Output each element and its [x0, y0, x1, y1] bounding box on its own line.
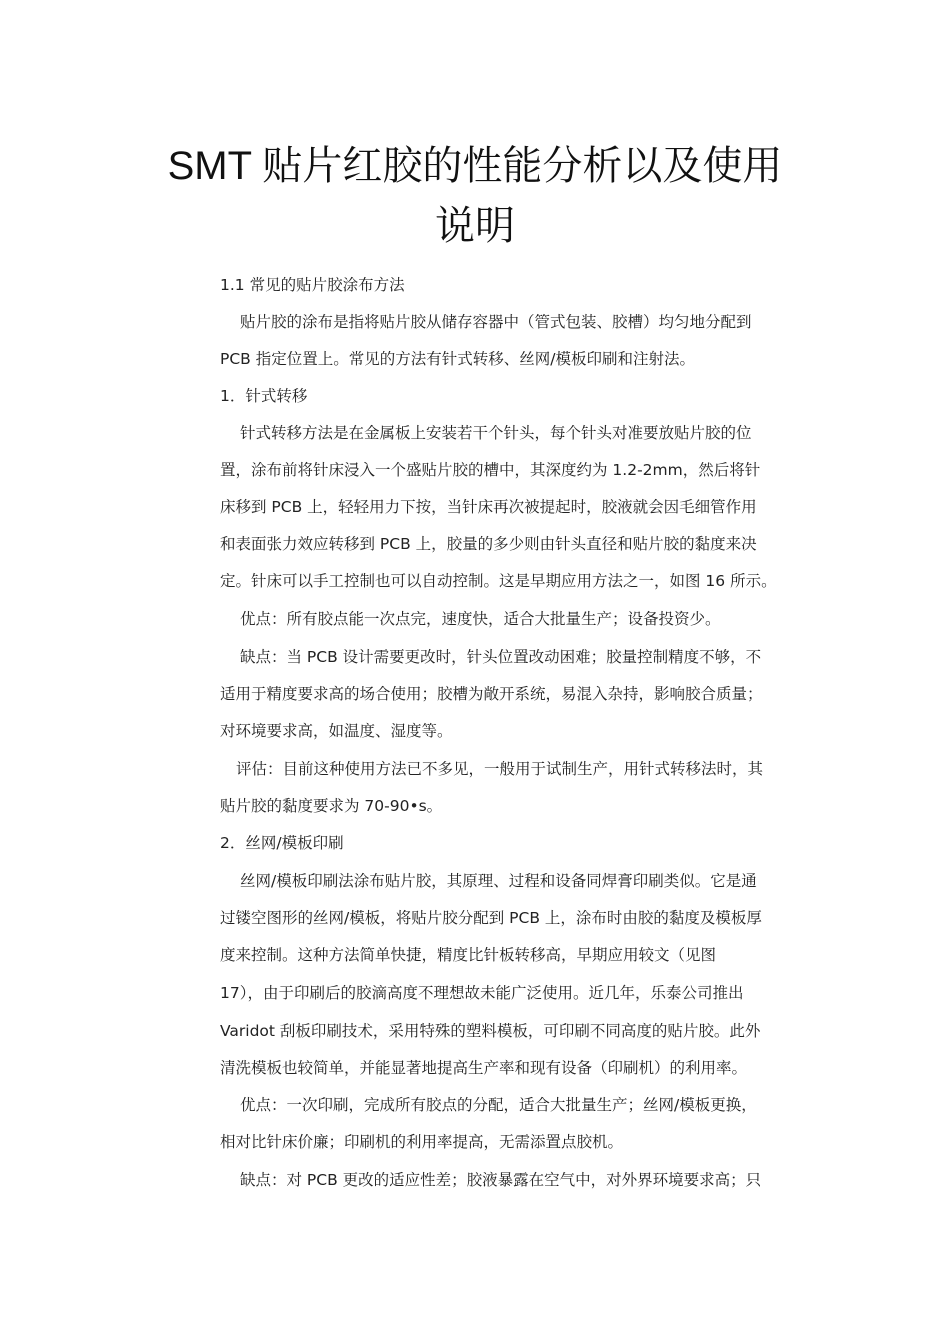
paragraph-line: 17），由于印刷后的胶滴高度不理想故未能广泛使用。近几年，乐泰公司推出	[220, 984, 744, 1002]
paragraph-line: 床移到 PCB 上，轻轻用力下按，当针床再次被提起时，胶液就会因毛细管作用	[220, 498, 757, 516]
paragraph-line: 适用于精度要求高的场合使用；胶槽为敞开系统，易混入杂持，影响胶合质量；	[220, 685, 763, 703]
paragraph-line: Varidot 刮板印刷技术，采用特殊的塑料模板，可印刷不同高度的贴片胶。此外	[220, 1022, 761, 1040]
paragraph-line: 优点：一次印刷，完成所有胶点的分配，适合大批量生产；丝网/模板更换，	[240, 1096, 757, 1114]
paragraph-line: 定。针床可以手工控制也可以自动控制。这是早期应用方法之一，如图 16 所示。	[220, 572, 777, 590]
paragraph-line: 针式转移方法是在金属板上安装若干个针头，每个针头对准要放贴片胶的位	[240, 424, 752, 442]
paragraph-line: 相对比针床价廉；印刷机的利用率提高，无需添置点胶机。	[220, 1133, 624, 1151]
paragraph-line: 优点：所有胶点能一次点完，速度快，适合大批量生产；设备投资少。	[240, 610, 721, 628]
paragraph-line: 对环境要求高，如温度、湿度等。	[220, 722, 453, 740]
section-heading: 1.1 常见的贴片胶涂布方法	[220, 276, 405, 294]
paragraph-line: 清洗模板也较简单，并能显著地提高生产率和现有设备（印刷机）的利用率。	[220, 1059, 748, 1077]
document-title-line-2: 说明	[435, 204, 515, 248]
paragraph-line: PCB 指定位置上。常见的方法有针式转移、丝网/模板印刷和注射法。	[220, 350, 695, 368]
paragraph-line: 缺点：对 PCB 更改的适应性差；胶液暴露在空气中，对外界环境要求高；只	[240, 1171, 762, 1189]
document-title-line-1: SMT 贴片红胶的性能分析以及使用	[167, 144, 783, 188]
paragraph-line: 置，涂布前将针床浸入一个盛贴片胶的槽中，其深度约为 1.2-2mm，然后将针	[220, 461, 761, 479]
paragraph-line: 评估：目前这种使用方法已不多见，一般用于试制生产，用针式转移法时，其	[236, 760, 764, 778]
paragraph-line: 缺点：当 PCB 设计需要更改时，针头位置改动困难；胶量控制精度不够，不	[240, 648, 762, 666]
paragraph-line: 过镂空图形的丝网/模板，将贴片胶分配到 PCB 上，涂布时由胶的黏度及模板厚	[220, 909, 762, 927]
subsection-heading: 2．丝网/模板印刷	[220, 834, 344, 852]
paragraph-line: 度来控制。这种方法简单快捷，精度比针板转移高，早期应用较文（见图	[220, 946, 717, 964]
subsection-heading: 1．针式转移	[220, 387, 308, 405]
paragraph-line: 和表面张力效应转移到 PCB 上，胶量的多少则由针头直径和贴片胶的黏度来决	[220, 535, 757, 553]
paragraph-line: 丝网/模板印刷法涂布贴片胶，其原理、过程和设备同焊膏印刷类似。它是通	[240, 872, 757, 890]
paragraph-line: 贴片胶的涂布是指将贴片胶从储存容器中（管式包装、胶槽）均匀地分配到	[240, 313, 752, 331]
paragraph-line: 贴片胶的黏度要求为 70-90•s。	[220, 797, 443, 815]
